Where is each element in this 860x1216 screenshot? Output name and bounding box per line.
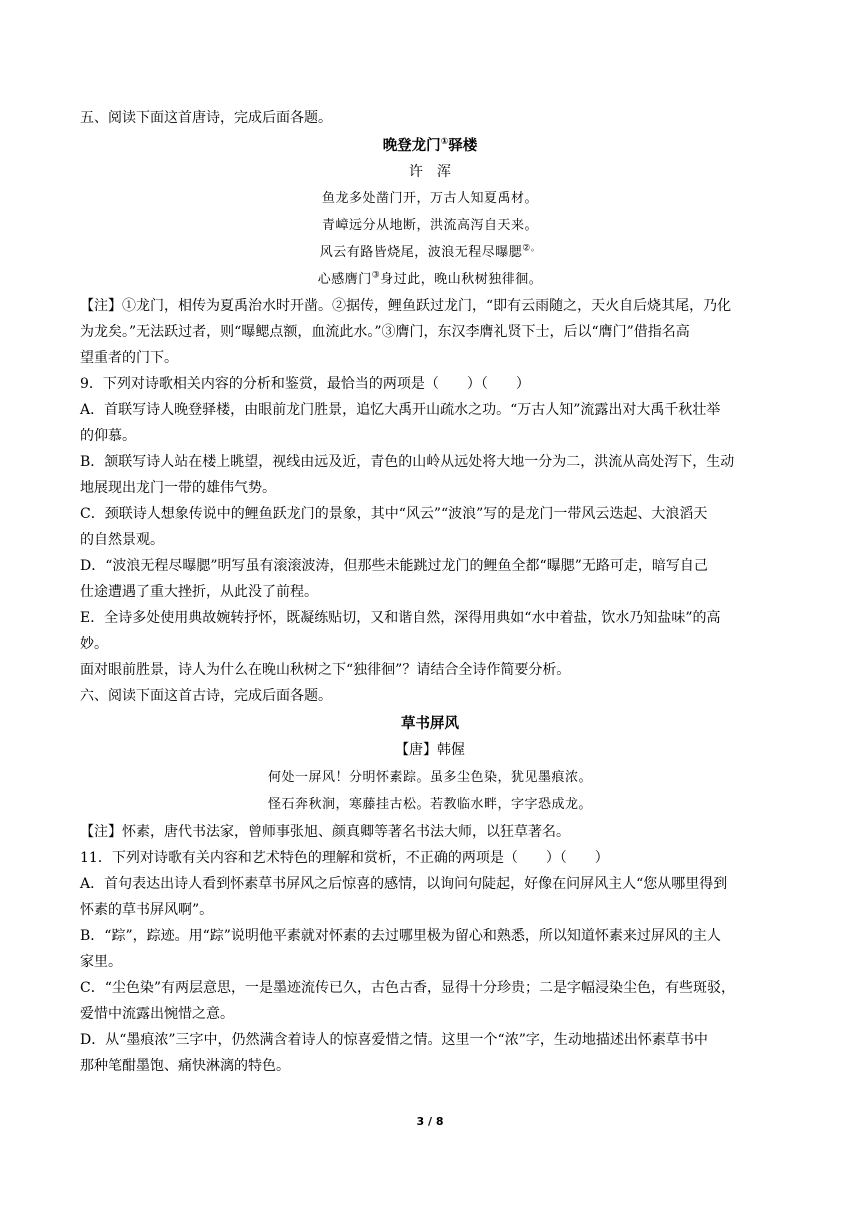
question-11: 11．下列对诗歌有关内容和艺术特色的理解和赏析，不正确的两项是（ ）（ ） — [80, 850, 609, 866]
q9-option: B．颔联写诗人站在楼上眺望，视线由远及近，青色的山岭从远处将大地一分为二，洪流从高处泻下，生动 — [80, 454, 735, 470]
question-9: 9．下列对诗歌相关内容的分析和鉴赏，最恰当的两项是（ ）（ ） — [80, 376, 530, 392]
q9-option: C．颈联诗人想象传说中的鲤鱼跃龙门的景象，其中“风云”“波浪”写的是龙门一带风云迭起、大浪滔天 — [80, 506, 708, 522]
q11-option: 那种笔酣墨饱、痛快淋漓的特色。 — [80, 1058, 290, 1074]
poem1-line: 风云有路皆烧尾，波浪无程尽曝腮②。 — [319, 243, 541, 260]
q9-option: E．全诗多处使用典故婉转抒怀，既凝练贴切，又和谐自然，深得用典如“水中着盐，饮水乃知盐味”的高 — [80, 610, 721, 626]
poem1-note: 【注】①龙门，相传为夏禹治水时开凿。②据传，鲤鱼跃过龙门，“即有云雨随之，天火自后烧其尾，乃化 — [80, 298, 732, 314]
q11-option: C．“尘色染”有两层意思，一是墨迹流传已久，古色古香，显得十分珍贵；二是字幅浸染尘色，有些斑驳， — [80, 980, 736, 996]
poem1-note: 望重者的门下。 — [80, 350, 178, 366]
page-number: 3 / 8 — [416, 1115, 444, 1128]
poem1-line: 心感膺门③身过此，晚山秋树独徘徊。 — [317, 270, 543, 287]
section5-heading: 五、阅读下面这首唐诗，完成后面各题。 — [80, 110, 332, 126]
q9-option: 仕途遭遇了重大挫折，从此没了前程。 — [80, 584, 318, 600]
q9-option: 的仰慕。 — [80, 428, 136, 444]
poem1-author: 许 浑 — [409, 164, 451, 180]
poem2-line: 何处一屏风！分明怀素踪。虽多尘色染，犹见墨痕浓。 — [267, 770, 592, 785]
q9-option: A．首联写诗人晚登驿楼，由眼前龙门胜景，追忆大禹开山疏水之功。“万古人知”流露出对大禹千秋壮举 — [80, 402, 721, 418]
poem1-title: 晚登龙门①驿楼 — [382, 137, 478, 154]
q11-option: A．首句表达出诗人看到怀素草书屏风之后惊喜的感情，以询问句陡起，好像在问屏风主人“您从哪里得到 — [80, 876, 728, 892]
q11-option: B．“踪”，踪迹。用“踪”说明他平素就对怀素的去过哪里极为留心和熟悉，所以知道怀素来过屏风的主人 — [80, 928, 721, 944]
q9-option: 妙。 — [80, 636, 108, 652]
poem2-author: 【唐】韩偓 — [395, 742, 465, 758]
q11-option: 家里。 — [80, 954, 122, 970]
q11-option: 怀素的草书屏风啊”。 — [80, 902, 214, 918]
section6-heading: 六、阅读下面这首古诗，完成后面各题。 — [80, 688, 332, 704]
q11-option: D．从“墨痕浓”三字中，仍然满含着诗人的惊喜爱惜之情。这里一个“浓”字，生动地描述出怀素草书中 — [80, 1032, 708, 1048]
poem2-line: 怪石奔秋涧，寒藤挂古松。若教临水畔，字字恐成龙。 — [267, 797, 592, 812]
q9-option: 的自然景观。 — [80, 532, 164, 548]
poem1-line: 鱼龙多处凿门开，万古人知夏禹材。 — [321, 191, 538, 206]
poem1-note: 为龙矣。”无法跃过者，则“曝鳃点额，血流此水。”③膺门，东汉李膺礼贤下士，后以“膺门”借指名高 — [80, 324, 690, 340]
q9-option: D．“波浪无程尽曝腮”明写虽有滚滚波涛，但那些未能跳过龙门的鲤鱼全都“曝腮”无路可走，暗写自己 — [80, 558, 708, 574]
q9-option: 地展现出龙门一带的雄伟气势。 — [80, 480, 276, 496]
q11-option: 爱惜中流露出惋惜之意。 — [80, 1006, 234, 1022]
poem1-line: 青嶂远分从地断，洪流高泻自天来。 — [321, 218, 538, 233]
poem2-title: 草书屏风 — [401, 716, 459, 732]
poem2-note: 【注】怀素，唐代书法家，曾师事张旭、颜真卿等著名书法大师，以狂草著名。 — [80, 824, 570, 840]
question-10: 面对眼前胜景，诗人为什么在晚山秋树之下“独徘徊”？请结合全诗作简要分析。 — [80, 662, 571, 678]
